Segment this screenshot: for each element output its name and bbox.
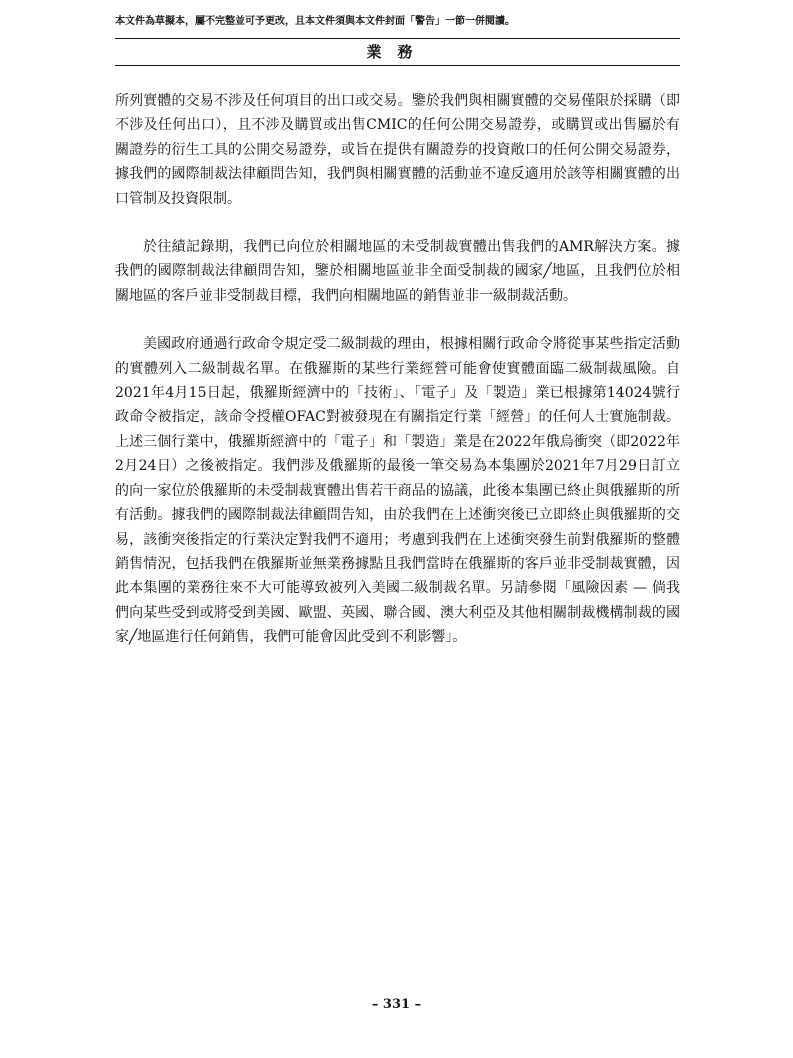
page-number: – 331 – — [371, 997, 422, 1012]
header-bottom-rule — [115, 65, 680, 66]
paragraph-amr-sales: 於往績記錄期，我們已向位於相關地區的未受制裁實體出售我們的AMR解決方案。據我們的國際制裁法律顧問告知，鑒於相關地區並非全面受制裁的國家╱地區，且我們位於相關地區的客戶並非受制裁目標，我們向相關地區的銷售並非一級制裁活動。 — [115, 239, 680, 304]
paragraph-secondary-sanctions: 美國政府通過行政命令規定受二級制裁的理由，根據相關行政命令將從事某些指定活動的實體列入二級制裁名單。在俄羅斯的某些行業經營可能會使實體面臨二級制裁風險。自2021年4月15日起，俄羅斯經濟中的「技術」、「電子」及「製造」業已根據第14024號行政命令被指定，該命令授權OFAC對被發現在有關指定行業「經營」的任何人士實施制裁。上述三個行業中，俄羅斯經濟中的「電子」和「製造」業是在2022年俄烏衝突（即2022年2月24日）之後被指定。我們涉及俄羅斯的最後一筆交易為本集團於2021年7月29日訂立的向一家位於俄羅斯的未受制裁實體出售若干商品的協議，此後本集團已終止與俄羅斯的所有活動。據我們的國際制裁法律顧問告知，由於我們在上述衝突後已立即終止與俄羅斯的交易，該衝突後指定的行業決定對我們不適用；考慮到我們在上述衝突發生前對俄羅斯的整體銷售情況，包括我們在俄羅斯並無業務據點且我們當時在俄羅斯的客戶並非受制裁實體，因此本集團的業務往來不大可能導致被列入美國二級制裁名單。另請參閱「風險因素 — 倘我們向某些受到或將受到美國、歐盟、英國、聯合國、澳大利亞及其他相關制裁機構制裁的國家╱地區進行任何銷售，我們可能會因此受到不利影響」。 — [115, 336, 680, 646]
header-top-rule — [115, 38, 680, 39]
draft-notice: 本文件為草擬本，屬不完整並可予更改，且本文件須與本文件封面「警告」一節一併閱讀。 — [115, 16, 515, 27]
section-title: 業務 — [366, 43, 429, 61]
paragraph-continuation: 所列實體的交易不涉及任何項目的出口或交易。鑒於我們與相關實體的交易僅限於採購（即不涉及任何出口），且不涉及購買或出售CMIC的任何公開交易證券，或購買或出售屬於有關證券的衍生工具的公開交易證券，或旨在提供有關證券的投資敞口的任何公開交易證券，據我們的國際制裁法律顧問告知，我們與相關實體的活動並不違反適用於該等相關實體的出口管制及投資限制。 — [115, 93, 680, 207]
body-text — [115, 89, 680, 674]
